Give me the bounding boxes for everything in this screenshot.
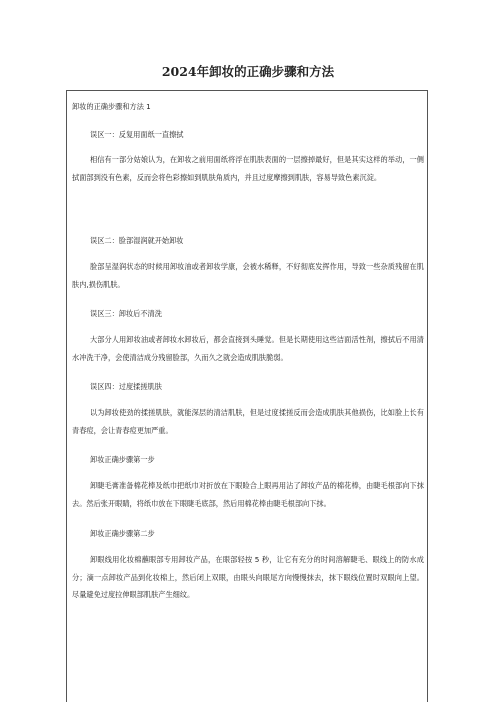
page-title: 2024年卸妆的正确步骤和方法 [161, 64, 335, 79]
body-step-2: 卸眼线用化妆棉蘸眼部专用卸妆产品，在眼部轻按 5 秒，让它有充分的时间溶解睫毛、眼线上的防水成分；滴一点卸妆产品到化妆棉上，然后闭上双眼，由眼头向眼尾方向慢慢抹去，抹下眼线位置时双眼向上望。尽量避免过度拉伸眼部肌肤产生细纹。 [72, 555, 424, 599]
body-step-1: 卸睫毛膏准备棉花棒及纸巾把纸巾对折放在下眼睑合上眼再用沾了卸妆产品的棉花棒，由睫毛根部向下抹去。然后张开眼睛，将纸巾放在下眼睫毛底部，然后用棉花棒由睫毛根部向下抹。 [72, 481, 424, 508]
body-misconception-1: 相信有一部分姑娘认为，在卸妆之前用面纸将浮在肌肤表面的一层擦掉最好，但是其实这样的举动，一侧拭面部到没有色素，反而会将色彩擦如到肌肤角质内，并且过度摩擦到肌肤，容易导致色素沉淀。 [72, 155, 424, 182]
subtitle-misconception-3: 误区三：卸妆后不清洗 [90, 309, 162, 318]
body-misconception-2: 脸部呈湿润状态的时候用卸妆油或者卸妆学康，会被水稀释，不好彻底发挥作用，导致一些杂质残留在肌肤内,损伤肌肤。 [72, 262, 424, 289]
subtitle-misconception-1: 误区一：反复用面纸一直擦拭 [90, 130, 184, 139]
subtitle-misconception-4: 误区四：过度揉搓肌肤 [90, 382, 162, 391]
subtitle-misconception-2: 误区二：脸部湿润就开始卸妆 [90, 236, 184, 245]
body-misconception-4: 以为卸妆使劲的揉搓肌肤，就能深层的清洁肌肤，但是过度揉搓反而会造成肌肤其他损伤，比如脸上长有青春痘，会让青春痘更加严重。 [72, 408, 424, 435]
body-misconception-3: 大部分人用卸妆油或者卸妆水卸妆后，都会直接到头睡觉。但是长期使用这些洁面活性剂，擦拭后不用清水冲洗干净，会使清洁成分残留脸部，久而久之就会造成肌肤脆弱。 [72, 335, 424, 362]
subtitle-step-2: 卸妆正确步骤第二步 [90, 529, 155, 538]
section-heading: 卸妆的正确步骤和方法 1 [72, 102, 151, 111]
subtitle-step-1: 卸妆正确步骤第一步 [90, 455, 155, 464]
content-frame [66, 90, 428, 702]
